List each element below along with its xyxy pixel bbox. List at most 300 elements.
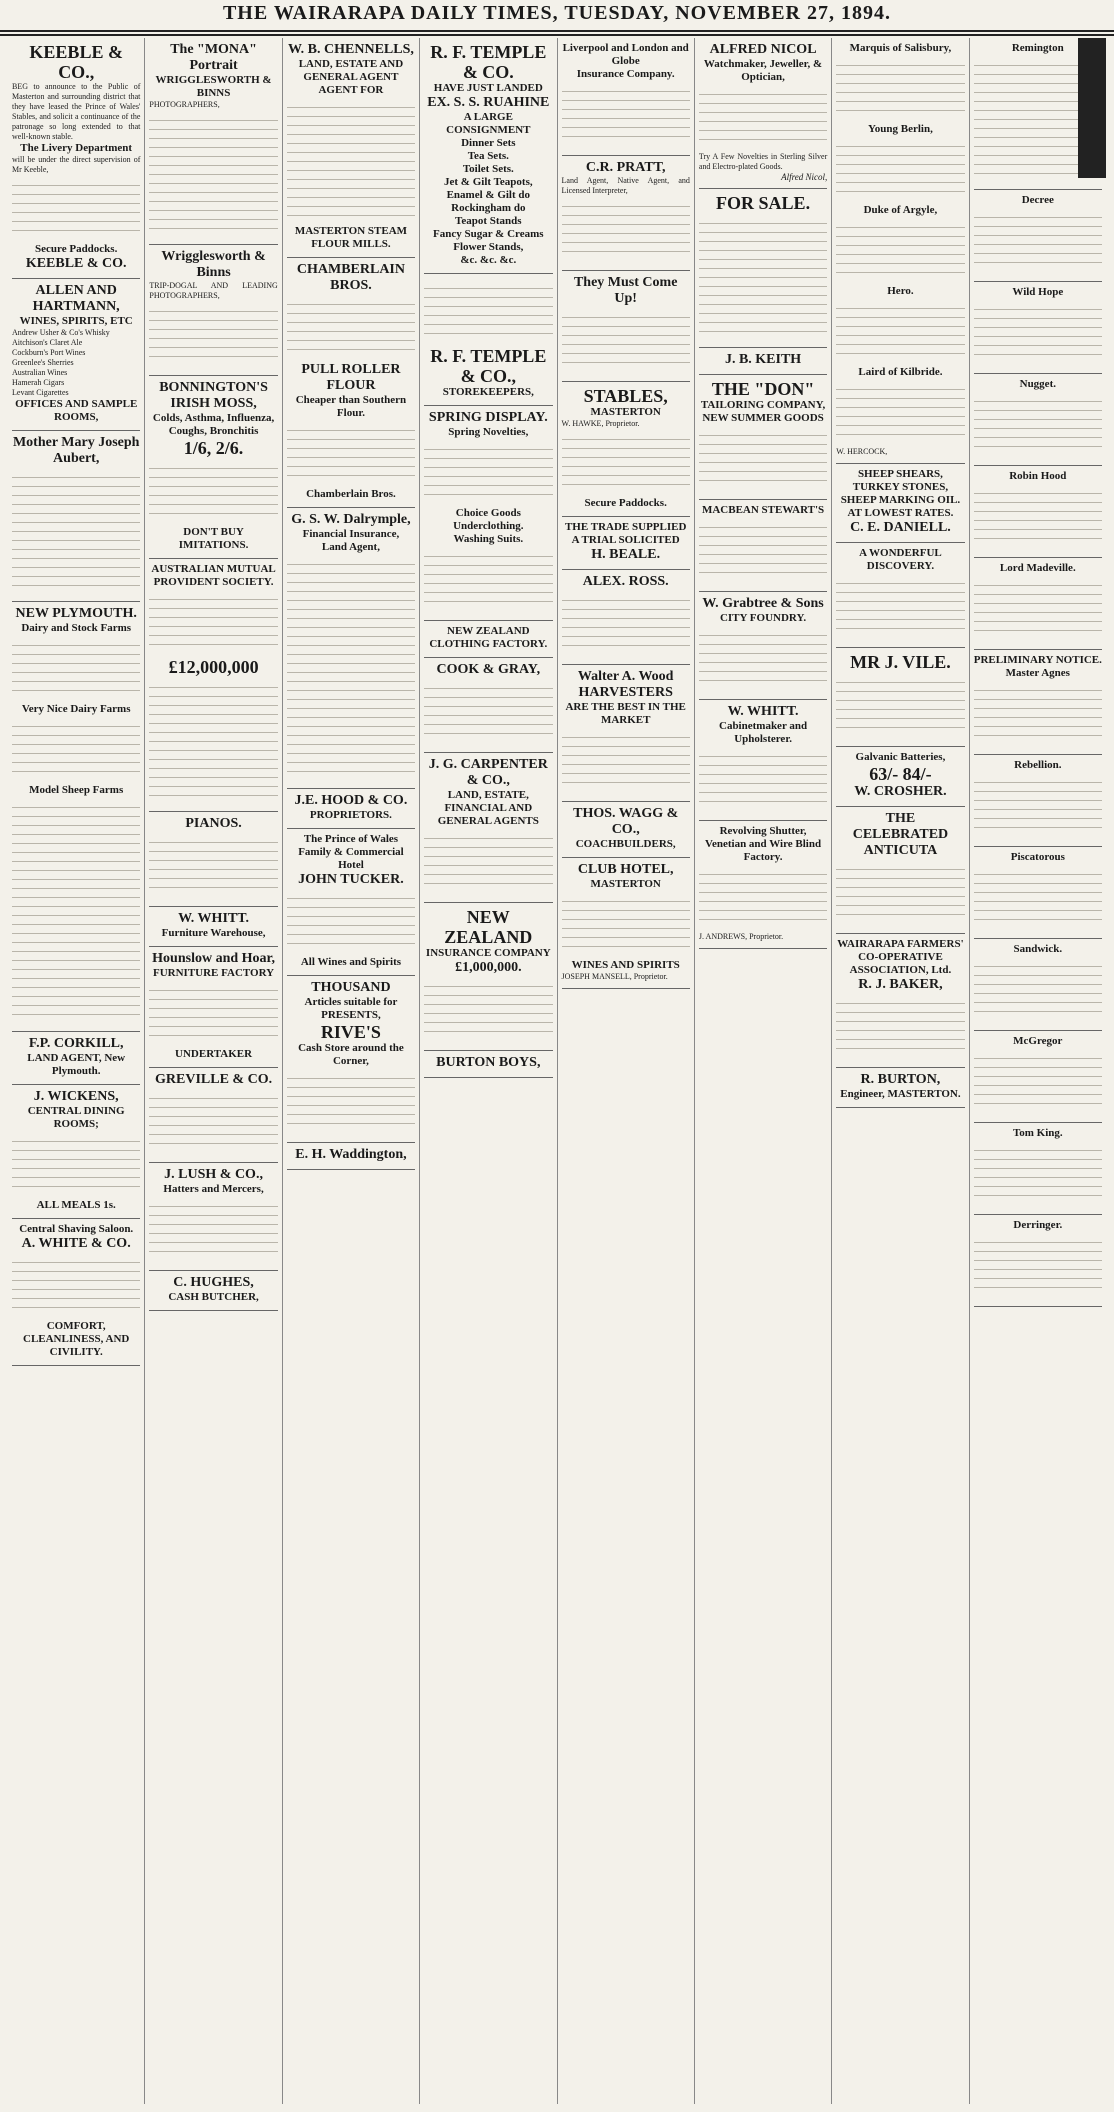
ad-heading: CLUB HOTEL,: [577, 862, 674, 877]
text-block: [149, 305, 277, 365]
text-block: [424, 832, 552, 892]
ad-heading: Derringer.: [1013, 1219, 1063, 1231]
text-block: [149, 836, 277, 896]
ad-heading: MACBEAN STEWART'S: [701, 504, 825, 516]
list-item: Teapot Stands: [455, 215, 522, 227]
advertisement: [974, 1215, 1102, 1307]
list-item: Aitchison's Claret Ale: [12, 338, 83, 347]
ad-subheading: Cash Store around the Corner,: [298, 1042, 404, 1067]
advertisement: [424, 903, 552, 1051]
column-3: [283, 38, 420, 2104]
advertisement: [974, 558, 1102, 650]
advertisement: [287, 829, 415, 976]
advertisement: [974, 374, 1102, 466]
advertisement: [562, 382, 690, 517]
ad-subheading: WRIGGLESWORTH & BINNS: [155, 74, 272, 99]
ad-heading: J. LUSH & CO.,: [164, 1167, 263, 1182]
advertisement: [149, 812, 277, 907]
advertisement: [836, 38, 964, 464]
advertisement: [836, 1068, 964, 1108]
text-block: [149, 593, 277, 653]
columns-container: [8, 38, 1106, 2104]
ad-subheading: CENTRAL DINING ROOMS;: [27, 1105, 125, 1130]
ad-heading: PIANOS.: [185, 816, 242, 831]
text-block: [287, 298, 415, 358]
advertisement: [836, 807, 964, 934]
advertisement: [287, 976, 415, 1143]
ad-heading: NEW ZEALAND: [444, 907, 533, 947]
advertisement: [12, 38, 140, 279]
ad-signature: H. BEALE.: [591, 547, 661, 562]
ad-subheading: FURNITURE FACTORY: [152, 967, 275, 979]
advertisement: [149, 559, 277, 812]
ad-subheading: Dairy and Stock Farms: [21, 622, 132, 634]
list-item: Flower Stands,: [453, 241, 524, 253]
advertisement: [424, 1051, 552, 1078]
ad-signature: Alfred Nicol,: [781, 172, 828, 182]
ad-heading: COOK & GRAY,: [436, 662, 541, 677]
advertisement: [424, 406, 552, 621]
ad-text: Land Agent, Native Agent, and Licensed Interpreter,: [561, 176, 690, 195]
ad-subheading: IRISH MOSS,: [170, 396, 257, 411]
ad-text: will be under the direct supervision of Mr Keeble,: [12, 155, 141, 174]
advertisement: [562, 38, 690, 156]
advertisement: [149, 1163, 277, 1271]
ad-subheading: NEW SUMMER GOODS: [702, 412, 824, 424]
ad-heading: Nugget.: [1019, 378, 1056, 390]
text-block: [12, 1135, 140, 1195]
ad-subheading: Furniture Warehouse,: [161, 927, 266, 939]
advertisement: [974, 847, 1102, 939]
advertisement: [287, 789, 415, 829]
ad-subheading: MASTERTON STEAM FLOUR MILLS.: [294, 225, 408, 250]
text-block: [974, 303, 1102, 363]
ad-heading: Mother Mary Joseph Aubert,: [12, 435, 140, 466]
advertisement: [699, 700, 827, 821]
ad-heading: THE "DON": [711, 379, 815, 399]
advertisement: [424, 753, 552, 903]
text-block: [836, 863, 964, 923]
item-list: [424, 137, 552, 267]
newspaper-title: THE WAIRARAPA DAILY TIMES, TUESDAY, NOVEMBER 27, 1894.: [222, 2, 892, 24]
text-block: [12, 720, 140, 780]
text-block: [149, 1200, 277, 1260]
advertisement: [974, 650, 1102, 755]
ad-subheading: STOREKEEPERS,: [442, 386, 534, 398]
text-block: [562, 85, 690, 145]
ad-subheading: Central Shaving Saloon.: [19, 1223, 134, 1235]
ad-subheading: COMFORT, CLEANLINESS, AND CIVILITY.: [23, 1320, 130, 1358]
ad-heading: J. WICKENS,: [33, 1089, 119, 1104]
text-block: [836, 59, 964, 119]
advertisement: [974, 282, 1102, 374]
ad-heading: Hounslow and Hoar,: [152, 951, 275, 966]
ad-subheading: Hatters and Mercers,: [163, 1183, 264, 1195]
advertisement: [149, 1068, 277, 1163]
ad-heading: Galvanic Batteries,: [855, 751, 946, 763]
ad-subheading: CASH BUTCHER,: [168, 1291, 259, 1303]
ad-subheading: MASTERTON: [590, 406, 661, 418]
text-block: [974, 487, 1102, 547]
text-block: [974, 211, 1102, 271]
ad-heading: Decree: [1021, 194, 1054, 206]
text-block: [149, 681, 277, 801]
ad-heading: FOR SALE.: [716, 193, 811, 213]
ad-heading: Piscatorous: [1010, 851, 1065, 863]
list-item: Hamerah Cigars: [12, 378, 65, 387]
advertisement: [974, 466, 1102, 558]
ad-heading: ALFRED NICOL: [709, 42, 817, 57]
ad-heading: Tom King.: [1012, 1127, 1063, 1139]
advertisement: [562, 802, 690, 858]
ad-subheading: COACHBUILDERS,: [575, 838, 676, 850]
text-block: [12, 801, 140, 1021]
ad-heading: C.R. PRATT,: [585, 160, 666, 175]
ad-heading: GREVILLE & CO.: [155, 1072, 273, 1087]
advertisement: [974, 939, 1102, 1031]
ad-subheading: PROPRIETORS.: [309, 809, 392, 821]
ad-heading: W. WHITT.: [178, 911, 250, 926]
ad-signature: W. CROSHER.: [854, 784, 947, 799]
advertisement: [12, 602, 140, 1032]
ad-text: Colds, Asthma, Influenza, Coughs, Bronchitis: [152, 412, 275, 437]
ad-heading: The "MONA" Portrait: [170, 42, 257, 73]
list-item: Enamel & Gilt do: [446, 189, 531, 201]
advertisement: [12, 431, 140, 602]
ad-text: PHOTOGRAPHERS,: [149, 100, 220, 109]
advertisement: [12, 1032, 140, 1085]
text-block: [287, 101, 415, 221]
list-item: Greenlee's Sherries: [12, 358, 74, 367]
ad-subheading: A TRIAL SOLICITED: [571, 534, 680, 546]
ad-subheading: LAND, ESTATE, FINANCIAL AND GENERAL AGENTS: [437, 789, 539, 827]
list-item: Cockburn's Port Wines: [12, 348, 86, 357]
ad-subheading: OFFICES AND SAMPLE ROOMS,: [15, 398, 138, 423]
advertisement: [836, 934, 964, 1068]
text-block: [836, 997, 964, 1057]
ad-text: Try A Few Novelties in Sterling Silver and Electro-plated Goods.: [698, 152, 828, 171]
ad-heading: SHEEP SHEARS, TURKEY STONES, SHEEP MARKING OIL.: [840, 468, 961, 506]
column-6: [695, 38, 832, 2104]
ad-heading: E. H. Waddington,: [295, 1147, 407, 1162]
ad-subheading: Master Agnes: [1005, 667, 1070, 679]
ad-heading: Walter A. Wood HARVESTERS: [577, 669, 674, 700]
ad-text: BEG to announce to the Public of Masterton and surrounding district that they have leased the Prince of Wales' Stables, and solicit a continuance of the patronage so long extended to that well-known stable.: [12, 82, 141, 141]
advertisement: [974, 1123, 1102, 1215]
advertisement: [424, 38, 552, 274]
text-block: [287, 892, 415, 952]
text-block: [836, 383, 964, 443]
ad-heading: Revolving Shutter, Venetian and Wire Blind Factory.: [705, 825, 822, 863]
list-item: Australian Wines: [12, 368, 68, 377]
list-item: Toilet Sets.: [462, 163, 514, 175]
column-5: [558, 38, 695, 2104]
text-block: [836, 221, 964, 281]
advertisement: [149, 1271, 277, 1311]
item-list: [12, 328, 140, 398]
text-block: [699, 521, 827, 581]
ad-heading: THOUSAND: [311, 980, 391, 995]
advertisement: [836, 464, 964, 543]
list-item: Rockingham do: [451, 202, 526, 214]
ad-subheading: EX. S. S. RUAHINE: [427, 95, 550, 110]
ad-heading: Hero.: [887, 285, 914, 297]
text-block: [149, 1092, 277, 1152]
ad-heading: SPRING DISPLAY.: [428, 410, 548, 425]
advertisement: [12, 279, 140, 431]
ad-subheading: The Livery Department: [20, 142, 133, 154]
advertisement: [149, 907, 277, 947]
ad-subheading: Washing Suits.: [453, 533, 524, 545]
text-block: [562, 200, 690, 260]
ad-heading: MR J. VILE.: [850, 652, 951, 672]
ad-subheading: Very Nice Dairy Farms: [21, 703, 131, 715]
list-item: Levant Cigarettes: [12, 388, 69, 397]
ad-heading: Marquis of Salisbury,: [849, 42, 952, 54]
list-item: Fancy Sugar & Creams: [433, 228, 544, 240]
text-block: [424, 282, 552, 342]
text-block: [836, 302, 964, 362]
ad-heading: W. WHITT.: [727, 704, 799, 719]
advertisement: [836, 543, 964, 648]
advertisement: [836, 747, 964, 807]
ad-subheading: Choice Goods: [455, 507, 521, 519]
list-item: Dinner Sets: [461, 137, 516, 149]
advertisement: [699, 821, 827, 949]
text-block: [699, 629, 827, 689]
text-block: [699, 750, 827, 810]
column-1: [8, 38, 145, 2104]
advertisement: [287, 1143, 415, 1170]
ad-subheading: TAILORING COMPANY,: [700, 399, 826, 411]
advertisement: [562, 271, 690, 382]
ad-subheading: HAVE JUST LANDED: [433, 82, 543, 94]
ad-heading: Laird of Kilbride.: [858, 366, 943, 378]
text-block: [974, 579, 1102, 639]
ad-subheading: All Wines and Spirits: [300, 956, 402, 968]
masthead-rule: [0, 30, 1114, 32]
text-block: [836, 577, 964, 637]
ad-subheading: WINES, SPIRITS, ETC: [19, 315, 133, 327]
ad-heading: PRELIMINARY NOTICE.: [973, 654, 1102, 666]
advertisement: [974, 1031, 1102, 1123]
ad-subheading: Secure Paddocks.: [35, 243, 118, 255]
ad-subheading: ALL MEALS 1s.: [36, 1199, 116, 1211]
ad-heading: McGregor: [1013, 1035, 1063, 1047]
text-block: [424, 550, 552, 610]
text-block: [149, 114, 277, 234]
ad-heading: ALEX. ROSS.: [582, 574, 669, 589]
ad-subheading: LAND, ESTATE AND GENERAL AGENT: [298, 58, 404, 83]
advertisement: [562, 156, 690, 271]
ad-heading: BURTON BOYS,: [436, 1055, 541, 1070]
ad-heading: WAIRARAPA FARMERS' CO-OPERATIVE ASSOCIATION, Ltd.: [837, 938, 964, 976]
advertisement: [424, 621, 552, 658]
advertisement: [699, 38, 827, 189]
advertisement: [699, 189, 827, 348]
advertisement: [562, 858, 690, 989]
ad-heading: THE CELEBRATED ANTICUTA: [852, 811, 949, 858]
ad-subheading: Underclothing.: [453, 520, 524, 532]
advertisement: [12, 1219, 140, 1366]
ad-heading: Lord Madeville.: [999, 562, 1076, 574]
text-block: [562, 433, 690, 493]
column-2: [145, 38, 282, 2104]
ad-subheading: Watchmaker, Jeweller, & Optician,: [703, 58, 823, 83]
advertisement: [699, 348, 827, 375]
text-block: [974, 1052, 1102, 1112]
text-block: [974, 960, 1102, 1020]
text-block: [836, 140, 964, 200]
advertisement: [974, 190, 1102, 282]
ad-signature: W. HERCOCK,: [836, 447, 888, 456]
ad-heading: BONNINGTON'S: [159, 380, 268, 395]
ad-subheading: UNDERTAKER: [175, 1048, 253, 1060]
ad-heading: Wild Hope: [1012, 286, 1064, 298]
ad-subheading: Model Sheep Farms: [29, 784, 124, 796]
text-block: [149, 984, 277, 1044]
masthead: [0, 0, 1114, 34]
advertisement: [12, 1085, 140, 1219]
masthead-rule-lower: [0, 34, 1114, 36]
ad-subheading: PULL ROLLER FLOUR: [301, 362, 401, 393]
ad-heading: CHAMBERLAIN BROS.: [296, 262, 405, 293]
ad-signature: J. ANDREWS, Proprietor.: [698, 932, 784, 941]
ad-heading: R. F. TEMPLE & CO.: [430, 42, 547, 82]
ad-heading: J. B. KEITH: [724, 352, 802, 367]
ad-heading: G. S. W. Dalrymple,: [291, 512, 411, 527]
advertisement: [149, 376, 277, 559]
ad-heading: STABLES,: [583, 386, 668, 406]
list-item: Tea Sets.: [467, 150, 509, 162]
text-block: [149, 462, 277, 522]
advertisement: [424, 274, 552, 406]
text-block: [424, 980, 552, 1040]
ad-subheading: Articles suitable for PRESENTS,: [304, 996, 398, 1021]
ad-heading: Rebellion.: [1014, 759, 1062, 771]
advertisement: [149, 38, 277, 245]
advertisement: [149, 947, 277, 1068]
ad-heading: Liverpool and London and Globe: [562, 42, 689, 67]
ad-subheading: Cheaper than Southern Flour.: [295, 394, 407, 419]
ad-subheading: A LARGE CONSIGNMENT: [446, 111, 531, 136]
ad-subheading: WINES AND SPIRITS: [571, 959, 680, 971]
advertisement: [562, 570, 690, 665]
ad-signature: JOSEPH MANSELL, Proprietor.: [561, 972, 668, 981]
text-block: [287, 558, 415, 778]
ad-signature: KEEBLE & CO.: [25, 256, 127, 271]
ad-heading: F.P. CORKILL,: [28, 1036, 124, 1051]
ad-text: TRIP-DOGAL AND LEADING PHOTOGRAPHERS,: [149, 281, 278, 300]
ad-heading: W. Grabtree & Sons: [702, 596, 824, 611]
ad-subheading: Engineer, MASTERTON.: [840, 1088, 961, 1100]
text-block: [287, 1072, 415, 1132]
ad-heading: Young Berlin,: [868, 123, 933, 135]
text-block: [12, 1256, 140, 1316]
ad-subheading: MASTERTON: [590, 878, 661, 890]
ad-heading: The Prince of Wales Family & Commercial Hotel: [298, 833, 404, 871]
text-block: [699, 88, 827, 148]
text-block: [974, 1144, 1102, 1204]
ad-heading: Duke of Argyle,: [863, 204, 938, 216]
ad-heading: THOS. WAGG & CO.,: [573, 806, 679, 837]
price-label: 63/- 84/-: [869, 764, 932, 784]
text-block: [562, 311, 690, 371]
store-name: RIVE'S: [320, 1022, 381, 1042]
ad-heading: J.E. HOOD & CO.: [294, 793, 408, 808]
ad-heading: Sandwick.: [1013, 943, 1063, 955]
column-4: [420, 38, 557, 2104]
ad-subheading: AT LOWEST RATES.: [847, 507, 954, 519]
ad-subheading: CITY FOUNDRY.: [719, 612, 807, 624]
list-item: Jet & Gilt Teapots,: [444, 176, 533, 188]
text-block: [699, 429, 827, 489]
ad-subheading: Insurance Company.: [576, 68, 675, 80]
ad-subheading: INSURANCE COMPANY: [425, 947, 551, 959]
ad-subheading: ARE THE BEST IN THE MARKET: [565, 701, 686, 726]
ad-heading: NEW PLYMOUTH.: [15, 606, 137, 621]
text-block: [699, 217, 827, 337]
advertisement: [287, 38, 415, 258]
text-block: [12, 179, 140, 239]
price-label: 1/6, 2/6.: [183, 438, 244, 458]
text-block: [836, 676, 964, 736]
ad-signature: R. J. BAKER,: [858, 977, 943, 992]
ad-heading: W. B. CHENNELLS,: [287, 42, 414, 57]
advertisement: [562, 517, 690, 570]
ad-heading: ALLEN AND HARTMANN,: [32, 283, 120, 314]
advertisement: [699, 592, 827, 700]
ad-heading: Robin Hood: [1009, 470, 1067, 482]
ad-subheading: AGENT FOR: [318, 84, 384, 96]
ad-heading: AUSTRALIAN MUTUAL PROVIDENT SOCIETY.: [151, 563, 276, 588]
ad-heading: A WONDERFUL DISCOVERY.: [859, 547, 942, 572]
text-block: [974, 684, 1102, 744]
text-block: [974, 868, 1102, 928]
text-block: [562, 731, 690, 791]
ad-subheading: Land Agent,: [321, 541, 380, 553]
ad-heading: THE TRADE SUPPLIED: [564, 521, 687, 533]
ad-subheading: Financial Insurance,: [302, 528, 400, 540]
text-block: [974, 1236, 1102, 1296]
advertisement: [836, 648, 964, 747]
ad-subheading: Spring Novelties,: [448, 426, 529, 438]
list-item: &c. &c. &c.: [460, 254, 517, 266]
list-item: Andrew Usher & Co's Whisky: [12, 328, 110, 337]
ad-subheading: DON'T BUY IMITATIONS.: [178, 526, 249, 551]
advertisement: [424, 658, 552, 753]
ad-heading: KEEBLE & CO.,: [29, 42, 123, 82]
advertisement: [562, 665, 690, 802]
column-7: [832, 38, 969, 2104]
text-block: [974, 395, 1102, 455]
advertisement: [149, 245, 277, 376]
column-8: [970, 38, 1106, 2104]
ad-heading: R. F. TEMPLE & CO.,: [430, 346, 547, 386]
ad-heading: NEW ZEALAND CLOTHING FACTORY.: [429, 625, 548, 650]
ad-heading: R. BURTON,: [860, 1072, 941, 1087]
advertisement: [287, 258, 415, 508]
text-block: [287, 424, 415, 484]
ad-subheading: LAND AGENT, New Plymouth.: [27, 1052, 126, 1077]
advertisement: [699, 500, 827, 592]
ad-heading: Wrigglesworth & Binns: [161, 249, 266, 280]
text-block: [562, 895, 690, 955]
ad-signature: W. HAWKE, Proprietor.: [561, 419, 640, 428]
text-block: [424, 443, 552, 503]
ad-heading: Remington: [1011, 42, 1064, 54]
text-block: [974, 776, 1102, 836]
